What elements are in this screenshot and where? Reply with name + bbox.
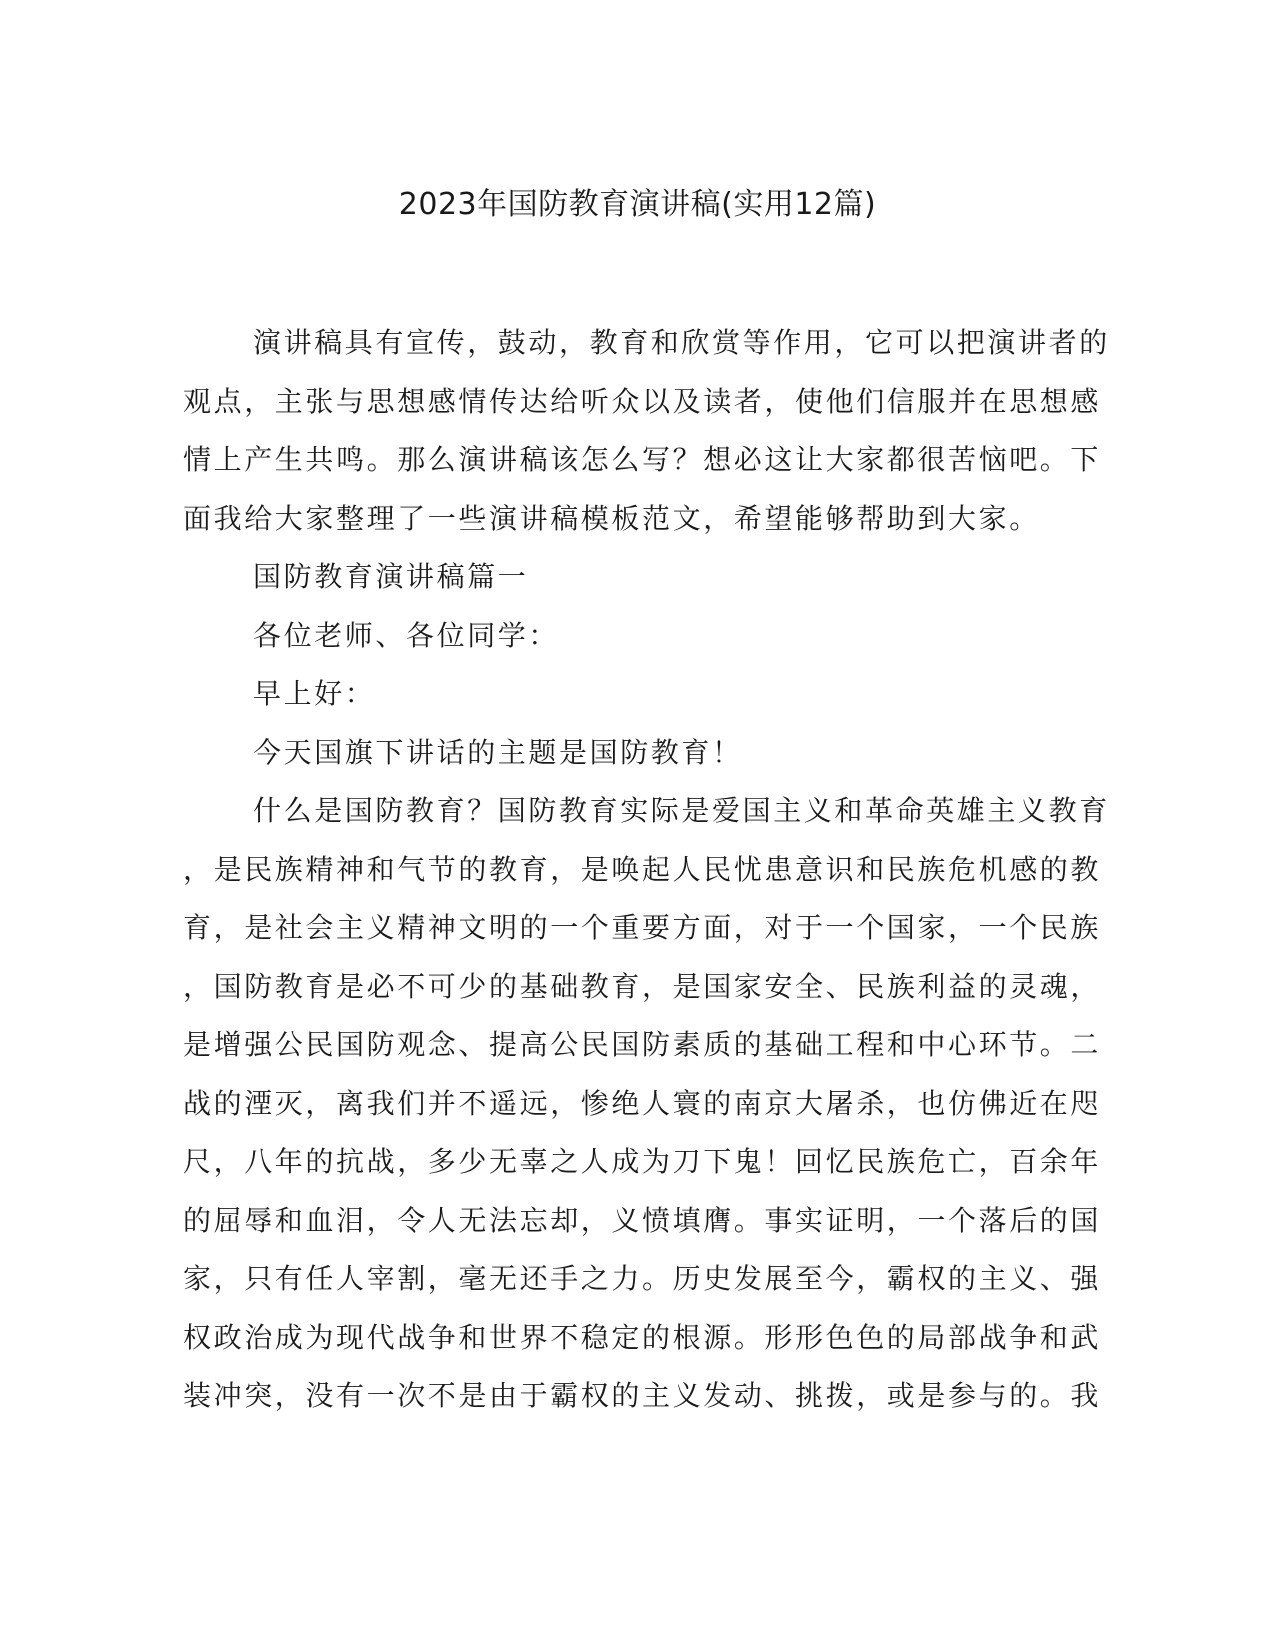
- salutation: 各位老师、各位同学：: [253, 618, 560, 652]
- paragraph-line: 家，只有任人宰割，毫无还手之力。历史发展至今，霸权的主义、强: [183, 1262, 1102, 1295]
- paragraph-line: 什么是国防教育？国防教育实际是爱国主义和革命英雄主义教育: [253, 794, 1110, 827]
- paragraph-line: 演讲稿具有宣传，鼓动，教育和欣赏等作用，它可以把演讲者的: [253, 326, 1110, 359]
- document-title: 2023年国防教育演讲稿(实用12篇): [398, 187, 877, 222]
- paragraph-line: 观点，主张与思想感情传达给听众以及读者，使他们信服并在思想感: [183, 384, 1102, 418]
- paragraph-line: 是增强公民国防观念、提高公民国防素质的基础工程和中心环节。二: [183, 1028, 1102, 1061]
- greeting: 早上好：: [253, 677, 376, 710]
- paragraph-line: 的屈辱和血泪，令人无法忘却，义愤填膺。事实证明，一个落后的国: [183, 1203, 1102, 1237]
- paragraph-line: 今天国旗下讲话的主题是国防教育！: [253, 735, 743, 769]
- paragraph-line: 装冲突，没有一次不是由于霸权的主义发动、挑拨，或是参与的。我: [183, 1379, 1102, 1412]
- paragraph-line: 面我给大家整理了一些演讲稿模板范文，希望能够帮助到大家。: [183, 501, 1040, 535]
- paragraph-line: 战的湮灭，离我们并不遥远，惨绝人寰的南京大屠杀，也仿佛近在咫: [183, 1086, 1102, 1120]
- paragraph-line: 尺，八年的抗战，多少无辜之人成为刀下鬼！回忆民族危亡，百余年: [183, 1145, 1102, 1178]
- section-heading: 国防教育演讲稿篇一: [253, 560, 529, 593]
- paragraph-line: ，是民族精神和气节的教育，是唤起人民忧患意识和民族危机感的教: [183, 852, 1102, 886]
- paragraph-line: ，国防教育是必不可少的基础教育，是国家安全、民族利益的灵魂，: [183, 969, 1102, 1003]
- paragraph-line: 育，是社会主义精神文明的一个重要方面，对于一个国家，一个民族: [183, 911, 1102, 944]
- paragraph-line: 权政治成为现代战争和世界不稳定的根源。形形色色的局部战争和武: [183, 1320, 1102, 1354]
- document-body: [183, 314, 1110, 1426]
- paragraph-line: 情上产生共鸣。那么演讲稿该怎么写？想必这让大家都很苦恼吧。下: [183, 443, 1102, 476]
